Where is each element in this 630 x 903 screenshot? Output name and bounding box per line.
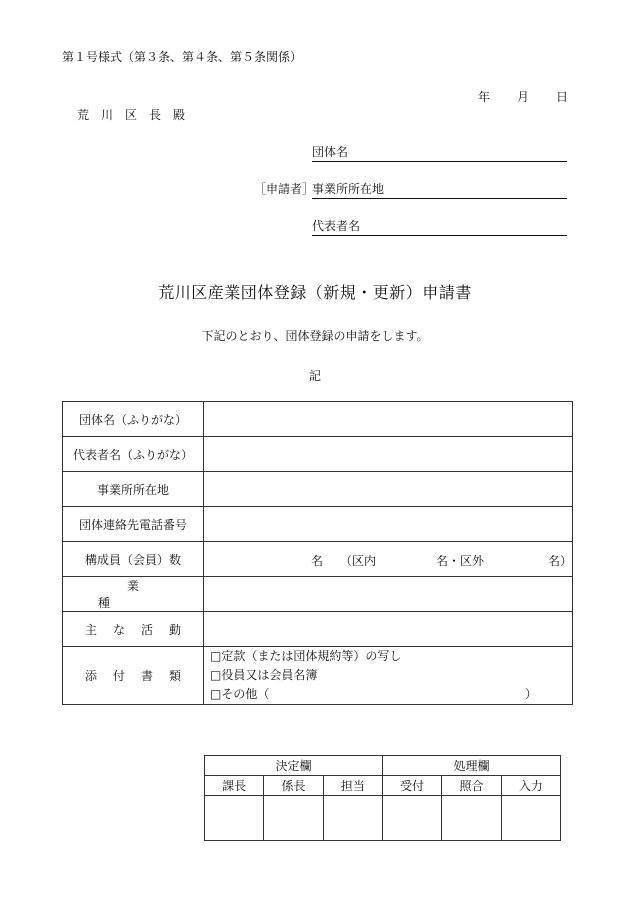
row-label-activities — [63, 612, 204, 647]
attachment-other-label: □その他（ — [210, 687, 270, 701]
stamp-cell-input[interactable] — [501, 796, 560, 841]
stamp-cell-staff[interactable] — [323, 796, 382, 841]
office-stamp-row — [205, 796, 561, 841]
table-row — [63, 472, 573, 507]
applicant-label: ［申請者］ — [254, 182, 315, 196]
row-label-phone: 団体連絡先電話番号 — [63, 507, 204, 542]
addressee: 荒川区長殿 — [77, 108, 198, 122]
table-row — [63, 437, 573, 472]
office-address-label: 事業所所在地 — [312, 182, 385, 196]
date-month-label: 月 — [517, 90, 530, 104]
table-row — [63, 577, 573, 612]
group-name-label: 団体名 — [312, 145, 349, 159]
office-column-row — [205, 776, 561, 796]
processing-header: 処理欄 — [382, 756, 560, 776]
members-inward-open: （区内 — [340, 554, 377, 568]
decision-header: 決定欄 — [205, 756, 383, 776]
application-table — [62, 401, 573, 705]
column-input: 入力 — [501, 776, 560, 796]
representative-field[interactable] — [312, 217, 567, 236]
members-outward-close: 名） — [548, 554, 573, 568]
representative-label: 代表者名 — [312, 219, 361, 233]
group-name-field[interactable] — [312, 143, 567, 162]
representative-entry-cell[interactable] — [204, 437, 573, 472]
column-reception: 受付 — [382, 776, 441, 796]
row-label-attachments — [63, 647, 204, 705]
document-title: 荒川区産業団体登録（新規・更新）申請書 — [158, 283, 472, 302]
intro-text: 下記のとおり、団体登録の申請をします。 — [201, 329, 429, 343]
activities-label-text: 主な活動 — [84, 622, 197, 637]
column-verification: 照合 — [442, 776, 501, 796]
column-section-chief: 課長 — [205, 776, 264, 796]
office-address-field[interactable] — [312, 180, 567, 199]
column-subsection-chief: 係長 — [264, 776, 323, 796]
members-entry-cell[interactable] — [204, 542, 573, 577]
attachment-articles-checkbox[interactable]: □定款（または団体規約等）の写し — [210, 649, 402, 663]
date-day-label: 日 — [556, 90, 569, 104]
column-staff: 担当 — [323, 776, 382, 796]
stamp-cell-reception[interactable] — [382, 796, 441, 841]
phone-entry-cell[interactable] — [204, 507, 573, 542]
table-row — [63, 542, 573, 577]
table-row — [63, 612, 573, 647]
members-breakdown — [204, 542, 572, 576]
group-name-entry-cell[interactable] — [204, 402, 573, 437]
row-label-group-name: 団体名（ふりがな） — [63, 402, 204, 437]
row-label-office-address: 事業所所在地 — [63, 472, 204, 507]
row-label-members: 構成員（会員）数 — [63, 542, 204, 577]
stamp-cell-subsection-chief[interactable] — [264, 796, 323, 841]
stamp-cell-section-chief[interactable] — [205, 796, 264, 841]
row-label-representative: 代表者名（ふりがな） — [63, 437, 204, 472]
stamp-cell-verification[interactable] — [442, 796, 501, 841]
industry-label-text: 業種 — [97, 579, 197, 610]
table-row — [63, 647, 573, 705]
form-number: 第１号様式（第３条、第４条、第５条関係） — [62, 50, 303, 64]
row-label-industry — [63, 577, 204, 612]
office-header-row — [205, 756, 561, 776]
members-inward-outward: 名・区外 — [436, 554, 485, 568]
attachment-roster-checkbox[interactable]: □役員又は会員名簿 — [210, 668, 318, 682]
attachment-other-checkbox[interactable] — [204, 685, 572, 704]
members-total-unit: 名 — [311, 554, 324, 568]
attachment-other-close: ） — [525, 687, 538, 701]
attachments-label-text: 添付書類 — [84, 669, 197, 683]
industry-entry-cell[interactable] — [204, 577, 573, 612]
table-row — [63, 507, 573, 542]
ki-heading: 記 — [308, 369, 321, 383]
table-row — [63, 402, 573, 437]
office-use-table — [204, 755, 561, 841]
office-address-entry-cell[interactable] — [204, 472, 573, 507]
activities-entry-cell[interactable] — [204, 612, 573, 647]
attachments-cell — [204, 647, 573, 705]
date-year-label: 年 — [478, 90, 491, 104]
